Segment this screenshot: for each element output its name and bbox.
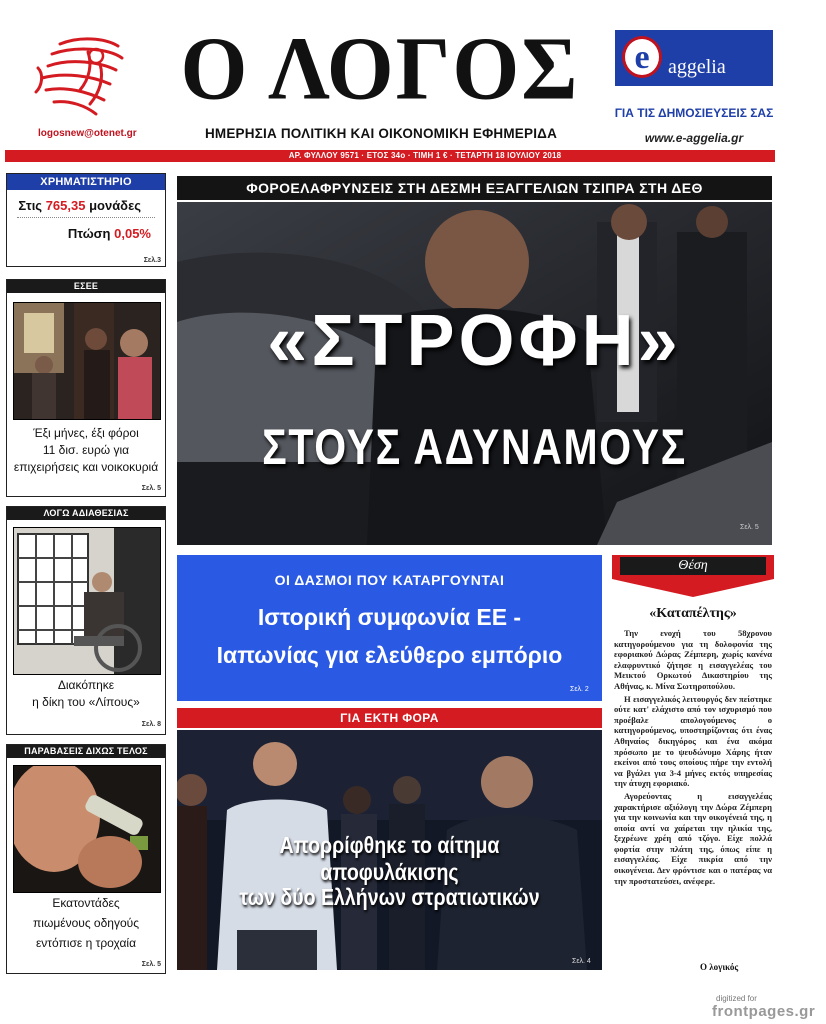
trial-photo-illustration <box>14 528 160 674</box>
esee-story-photo <box>13 302 161 420</box>
lead-kicker-strip: ΦΟΡΟΕΛΑΦΡΥΝΣΕΙΣ ΣΤΗ ΔΕΣΜΗ ΕΞΑΓΓΕΛΙΩΝ ΤΣΙΠΡΑ ΣΤΗ ΔΕΘ <box>177 176 772 200</box>
stock-change-value: 0,05% <box>114 226 151 241</box>
esee-story-box[interactable] <box>6 279 166 497</box>
opinion-banner-triangle <box>612 579 774 597</box>
trial-caption-2: η δίκη του «Λίπους» <box>32 695 140 709</box>
trial-story-photo <box>13 527 161 675</box>
eaggelia-logo-icon: e <box>622 36 662 78</box>
traffic-story-photo <box>13 765 161 893</box>
trial-caption-1: Διακόπηκε <box>57 678 115 692</box>
stock-change-line <box>7 226 165 241</box>
ad-tagline: ΓΙΑ ΤΙΣ ΔΗΜΟΣΙΕΥΣΕΙΣ ΣΑΣ <box>614 106 774 120</box>
opinion-paragraph: Την ενοχή του 58χρονου κατηγορούμενου για τη δολοφονία της εφοριακού Δώρας Ζέμπερη, χωρίς κανένα ελαφρυντικό ζήτησε η εισαγγελέας του Μεικτού Ορκωτού Δικαστηρίου της Αθήνας, κ. Μίνα Σωτηροπούλου. <box>614 628 772 691</box>
digitized-label: digitized for <box>716 994 757 1003</box>
lead-headline-1: «ΣΤΡΟΦΗ» <box>267 301 682 381</box>
stock-index-prefix: Στις <box>18 198 46 213</box>
esee-header: ΕΣΕΕ <box>7 280 165 293</box>
stock-market-header: ΧΡΗΜΑΤΙΣΤΗΡΙΟ <box>7 174 165 190</box>
lead-page-ref: Σελ. 5 <box>740 524 759 531</box>
traffic-caption-1: Εκατοντάδες <box>52 896 120 910</box>
newspaper-logo-emblem-icon <box>30 34 132 122</box>
opinion-title[interactable]: «Καταπέλτης» <box>649 606 737 621</box>
soldiers-headline-2: των δύο Ελλήνων στρατιωτικών <box>239 884 540 910</box>
esee-photo-illustration <box>14 303 160 419</box>
eaggelia-logo-text: aggelia <box>668 56 726 78</box>
opinion-section-label: Θέση <box>620 557 766 575</box>
newspaper-subtitle: ΗΜΕΡΗΣΙΑ ΠΟΛΙΤΙΚΗ ΚΑΙ ΟΙΚΟΝΟΜΙΚΗ ΕΦΗΜΕΡΙΔΑ <box>204 126 558 141</box>
stock-page-ref: Σελ.3 <box>143 257 161 264</box>
newspaper-title: Ο ΛΟΓΟΣ <box>180 17 580 119</box>
traffic-page-ref: Σελ. 5 <box>141 961 161 968</box>
traffic-photo-illustration <box>14 766 160 892</box>
esee-page-ref: Σελ. 5 <box>141 485 161 492</box>
soldiers-page-ref: Σελ. 4 <box>572 958 591 965</box>
issue-info: ΑΡ. ΦΥΛΛΟΥ 9571 · ΕΤΟΣ 34ο · ΤΙΜΗ 1 € · ΤΕΤΑΡΤΗ 18 ΙΟΥΛΙΟΥ 2018 <box>288 151 562 160</box>
trial-header: ΛΟΓΩ ΑΔΙΑΘΕΣΙΑΣ <box>7 507 165 520</box>
esee-caption-2: 11 δισ. ευρώ για <box>42 443 130 457</box>
trade-page-ref: Σελ. 2 <box>570 686 589 693</box>
opinion-paragraph: Αγορεύοντας η εισαγγελέας χαρακτήρισε αξιόλογη την Δώρα Ζέμπερη για την κοινωνία και την οικογένειά της, η οποία αντί να χαίρεται την ηλικία της, ξεχρέωνε χρέη από τζόγο. Είχε πολλά φορτία στην πλάτη της, όπως είπε η εισαγγελέας. Είχε πικρία από την οικογένεια. Δεν φρόντισε και ο πατέρας να την προστατεύσει, ανέφερε. <box>614 790 772 886</box>
lead-headline-2: ΣΤΟΥΣ ΑΔΥΝΑΜΟΥΣ <box>262 419 687 475</box>
soldiers-headline-1: Απορρίφθηκε το αίτημα αποφυλάκισης <box>279 832 500 885</box>
stock-index-value: 765,35 <box>45 198 86 213</box>
frontpages-watermark: frontpages.gr <box>712 1003 816 1020</box>
stock-market-box[interactable] <box>6 173 166 267</box>
stock-index-suffix: μονάδες <box>85 198 141 213</box>
trial-page-ref: Σελ. 8 <box>141 721 161 728</box>
esee-caption-1: Έξι μήνες, έξι φόροι <box>33 426 139 440</box>
trade-headline-1: Ιστορική συμφωνία ΕΕ - <box>257 604 522 630</box>
trial-story-box[interactable] <box>6 506 166 735</box>
traffic-caption-3: εντόπισε η τροχαία <box>35 936 137 950</box>
stock-index-line <box>17 198 155 218</box>
opinion-paragraph: Η εισαγγελικός λειτουργός δεν πείστηκε ούτε κατ' ελάχιστο από τον ισχυρισμό που προέβαλε απολογούμενος ο κατηγορούμενος, υποστηρίζοντας ότι ένας Αθηναίος δικηγόρος και ένα ακόμα πρόσωπο με το ψευδώνυμο Χάρης ήταν εκείνοι από τους οποίους πήρε την εντολή να βγάλει για 3-4 μήνες εκτός υπηρεσίας την άτυχη εφοριακό. <box>614 693 772 789</box>
email-address: logosnew@otenet.gr <box>38 128 137 139</box>
traffic-story-box[interactable] <box>6 744 166 974</box>
traffic-caption-2: πιωμένους οδηγούς <box>33 916 139 930</box>
trade-headline-2: Ιαπωνίας για ελεύθερο εμπόριο <box>216 642 563 668</box>
esee-caption-3: επιχειρήσεις και νοικοκυριά <box>13 460 159 474</box>
trade-kicker: ΟΙ ΔΑΣΜΟΙ ΠΟΥ ΚΑΤΑΡΓΟΥΝΤΑΙ <box>274 572 505 588</box>
soldiers-kicker-strip: ΓΙΑ ΕΚΤΗ ΦΟΡΑ <box>177 708 602 728</box>
opinion-body <box>614 628 772 888</box>
opinion-signature: Ο λογικός <box>700 962 739 972</box>
traffic-header: ΠΑΡΑΒΑΣΕΙΣ ΔΙΧΩΣ ΤΕΛΟΣ <box>7 745 165 758</box>
ad-url-link[interactable]: www.e-aggelia.gr <box>644 131 744 145</box>
stock-change-prefix: Πτώση <box>67 226 115 241</box>
